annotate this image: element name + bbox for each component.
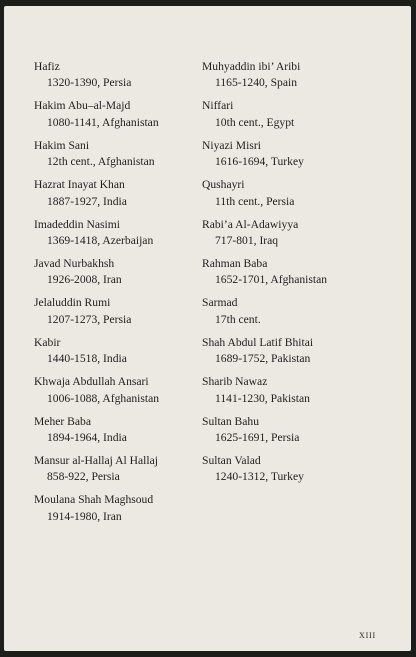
author-dates: 1616-1694, Turkey — [215, 155, 304, 169]
author-dates: 1320-1390, Persia — [47, 76, 132, 90]
author-dates: 1141-1230, Pakistan — [215, 391, 310, 405]
right-column — [202, 59, 392, 492]
author-dates: 1887-1927, India — [47, 194, 127, 208]
author-name: Sultan Valad — [202, 454, 261, 468]
author-name: Sarmad — [202, 296, 238, 310]
author-dates: 10th cent., Egypt — [215, 115, 295, 129]
author-name: Mansur al-Hallaj Al Hallaj — [34, 454, 158, 468]
author-entry — [34, 374, 209, 407]
author-name: Rahman Baba — [202, 257, 268, 271]
author-entry — [202, 414, 392, 447]
author-name: Imadeddin Nasimi — [34, 217, 120, 231]
author-name: Sultan Bahu — [202, 414, 260, 428]
author-name: Kabir — [34, 335, 61, 349]
page-number: XIII — [359, 631, 376, 640]
author-entry — [34, 453, 209, 486]
author-entry — [202, 453, 392, 486]
author-entry — [34, 98, 209, 131]
author-dates: 717-801, Iraq — [215, 234, 279, 248]
author-entry — [34, 177, 209, 210]
author-entry — [34, 256, 209, 289]
author-dates: 1914-1980, Iran — [47, 509, 122, 523]
author-name: Hakim Sani — [34, 138, 90, 152]
author-dates: 1689-1752, Pakistan — [215, 352, 311, 366]
author-name: Hazrat Inayat Khan — [34, 178, 125, 192]
author-name: Sharib Nawaz — [202, 375, 268, 389]
author-entry — [202, 295, 392, 328]
author-entry — [34, 414, 209, 447]
author-dates: 1080-1141, Afghanistan — [47, 115, 159, 129]
author-dates: 12th cent., Afghanistan — [47, 155, 155, 169]
author-name: Rabi’a Al-Adawiyya — [202, 217, 299, 231]
author-entry — [34, 492, 209, 525]
author-name: Hakim Abu–al-Majd — [34, 99, 131, 113]
author-name: Muhyaddin ibi’ Aribi — [202, 60, 301, 73]
author-entry — [202, 177, 392, 210]
author-entry — [202, 256, 392, 289]
author-entry — [34, 217, 209, 250]
author-dates: 1926-2008, Iran — [47, 273, 122, 287]
author-entry — [34, 295, 209, 328]
author-dates: 1207-1273, Persia — [47, 312, 132, 326]
author-entry — [34, 138, 209, 171]
author-name: Shah Abdul Latif Bhitai — [202, 335, 314, 349]
author-entry — [202, 138, 392, 171]
author-entry — [34, 59, 209, 92]
author-dates: 1165-1240, Spain — [215, 76, 298, 90]
author-name: Niffari — [202, 99, 234, 113]
author-dates: 17th cent. — [215, 312, 261, 326]
author-entry — [34, 335, 209, 368]
author-dates: 11th cent., Persia — [215, 194, 295, 208]
author-entry — [202, 217, 392, 250]
author-dates: 1625-1691, Persia — [215, 431, 300, 445]
author-name: Khwaja Abdullah Ansari — [34, 375, 149, 389]
left-column — [34, 59, 209, 532]
author-name: Hafiz — [34, 60, 60, 73]
author-name: Niyazi Misri — [202, 138, 261, 152]
author-dates: 1369-1418, Azerbaijan — [47, 234, 154, 248]
author-dates: 858-922, Persia — [47, 470, 120, 484]
book-page — [4, 6, 411, 651]
author-name: Moulana Shah Maghsoud — [34, 493, 154, 507]
author-dates: 1894-1964, India — [47, 431, 127, 445]
author-entry — [202, 59, 392, 92]
author-name: Qushayri — [202, 178, 245, 192]
author-entry — [202, 335, 392, 368]
author-name: Javad Nurbakhsh — [34, 257, 115, 271]
author-name: Jelaluddin Rumi — [34, 296, 111, 310]
author-dates: 1652-1701, Afghanistan — [215, 273, 328, 287]
author-entry — [202, 374, 392, 407]
author-dates: 1006-1088, Afghanistan — [47, 391, 160, 405]
author-dates: 1440-1518, India — [47, 352, 127, 366]
author-entry — [202, 98, 392, 131]
author-dates: 1240-1312, Turkey — [215, 470, 304, 484]
author-name: Meher Baba — [34, 414, 91, 428]
